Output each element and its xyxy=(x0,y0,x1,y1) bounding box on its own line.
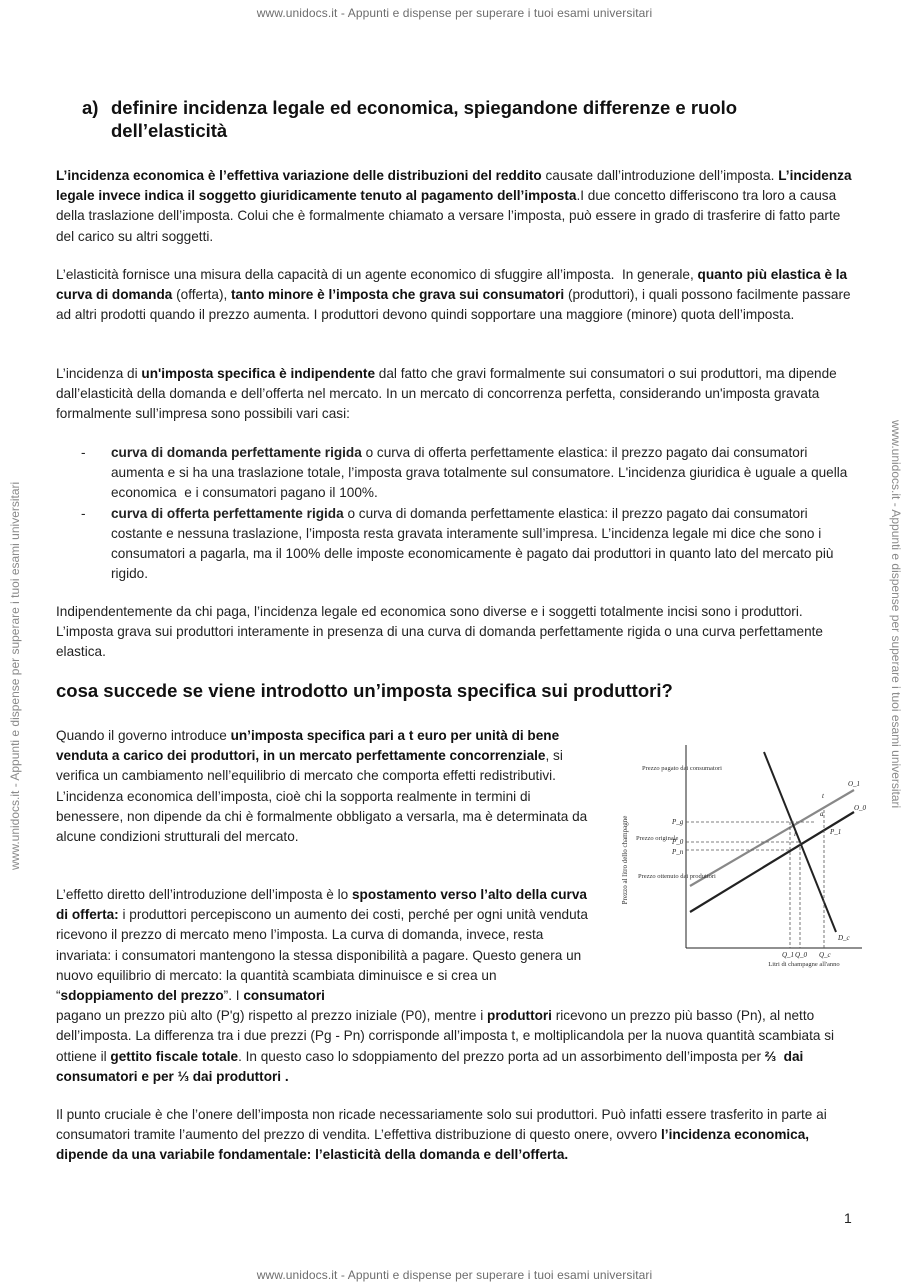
section-title: cosa succede se viene introdotto un’imposta specifica sui produttori? xyxy=(56,680,673,701)
curve-label-o1: O_1 xyxy=(848,780,861,788)
bullet-list xyxy=(56,443,852,584)
paragraph-1: L’incidenza economica è l’effettiva variazione delle distribuzioni del reddito causate dall’introduzione dell’imposta. L’incidenza legale invece indica il soggetto giuridicamente tenuto al pagamento dell’imposta.I due concetto differiscono tra loro a causa della traslazione dell’imposta. Colui che è formalmente chiamato a versare l’imposta, può essere in grado di trasferire di fatto parte del carico su altri soggetti. xyxy=(56,168,852,244)
heading-text: definire incidenza legale ed economica, spiegandone differenze e ruolo dell’elasticità xyxy=(111,97,738,141)
paragraph-6: L’effetto diretto dell’introduzione dell’imposta è lo spostamento verso l’alto della curva di offerta: i produttori percepiscono un aumento dei costi, perché per ogni unità venduta ricevono il prezzo di mercato meno l’imposta. La curva di domanda, invece, resta invariata: i consumatori mantengono la stessa disponibilità a pagare. Questo genera un nuovo equilibrio di mercato: la quantità scambiata diminuisce e si crea un “sdoppiamento del prezzo”. I consumatori pagano un prezzo più alto (P'g) rispetto al prezzo iniziale (P0), mentre i produttori ricevono un prezzo più basso (Pn), al netto dell’imposta. La differenza tra i due prezzi (Pg - Pn) corrisponde all’imposta t, e moltiplicandola per la nuova quantità scambiata si ottiene il gettito fiscale totale. In questo caso lo sdoppiamento del prezzo porta ad un assorbimento dell’imposta per ⅔ dai consumatori e per ⅓ dai produttori . xyxy=(56,887,835,1084)
chart-ylabel: Prezzo al litro dello champagne xyxy=(621,815,629,905)
curve-label-a: a xyxy=(820,810,824,818)
page-number: 1 xyxy=(844,1210,852,1226)
tax-incidence-chart xyxy=(614,740,867,970)
curve-label-i: i xyxy=(794,830,796,838)
paragraph-5: Quando il governo introduce un’imposta specifica pari a t euro per unità di bene venduta a carico dei produttori, in un mercato perfettamente concorrenziale, si verifica un cambiamento nell’equilibrio di mercato che comporta effetti redistributivi. L’incidenza economica dell’imposta, cioè chi la sopporta realmente in termini di benessere, non dipende da chi è formalmente obbligato a versarla, ma è determinata da alcune condizioni strutturali del mercato. xyxy=(56,728,588,845)
quantity-marker-qc: Q_c xyxy=(819,951,831,959)
section-heading xyxy=(82,96,822,142)
watermark-bottom: www.unidocs.it - Appunti e dispense per superare i tuoi esami universitari xyxy=(256,1268,653,1282)
chart-xlabel: Litri di champagne all'anno xyxy=(768,961,840,968)
paragraph-3: L’incidenza di un'imposta specifica è indipendente dal fatto che gravi formalmente sui consumatori o sui produttori, ma dipende dall’elasticità della domanda e dell’offerta nel mercato. In un mercato di concorrenza perfetta, considerando un'imposta gravata formalmente sull’impresa sono possibili vari casi: xyxy=(56,366,837,422)
quantity-marker-q0: Q_0 xyxy=(795,951,808,959)
price-label-original: Prezzo originale xyxy=(636,835,679,842)
price-marker-pn: P_n xyxy=(672,848,684,856)
supply-curve-original xyxy=(690,812,854,912)
heading-number: a) xyxy=(82,97,99,118)
supply-curve-shifted xyxy=(690,790,854,886)
watermark-top: www.unidocs.it - Appunti e dispense per superare i tuoi esami universitari xyxy=(256,6,653,20)
watermark-side-right: www.unidocs.it - Appunti e dispense per superare i tuoi esami universitari xyxy=(889,420,903,809)
paragraph-7: Il punto cruciale è che l’onere dell’imposta non ricade necessariamente solo sui produttori. Può infatti essere trasferito in parte ai consumatori tramite l’aumento del prezzo di vendita. L’effettiva distribuzione di questo onere, ovvero l’incidenza economica, dipende da una variabile fondamentale: l’elasticità della domanda e dell’offerta. xyxy=(56,1107,827,1163)
paragraph-2: L’elasticità fornisce una misura della capacità di un agente economico di sfuggire all’imposta. In generale, quanto più elastica è la curva di domanda (offerta), tanto minore è l’imposta che grava sui consumatori (produttori), i quali possono facilmente passare ad altri prodotti quando il prezzo aumenta. I produttori devono quindi sopportare una maggiore (minore) quota dell’imposta. xyxy=(56,267,851,323)
price-marker-p0: P_0 xyxy=(672,838,684,846)
price-label-consumers: Prezzo pagato dai consumatori xyxy=(642,765,722,772)
paragraph-4: Indipendentemente da chi paga, l’incidenza legale ed economica sono diverse e i soggetti totalmente incisi sono i produttori. L’imposta grava sui produttori interamente in presenza di una curva di domanda perfettamente rigida o una curva perfettamente elastica. xyxy=(56,604,823,660)
curve-label-o0: O_0 xyxy=(854,804,867,812)
price-marker-pg: P_g xyxy=(672,818,684,826)
list-item: - curva di domanda perfettamente rigida o curva di offerta perfettamente elastica: il prezzo pagato dai consumatori aumenta e si ha una traslazione totale, l’imposta grava totalmente sul consumatore. L'incidenza giuridica è uguale a quella economica e i consumatori pagano il 100%. xyxy=(81,445,848,501)
curve-label-dc: D_c xyxy=(838,934,850,942)
price-label-producers: Prezzo ottenuto dai produttori xyxy=(638,873,716,880)
quantity-marker-q1: Q_1 xyxy=(782,951,795,959)
list-item: - curva di offerta perfettamente rigida o curva di domanda perfettamente elastica: il prezzo pagato dai consumatori costante e nessuna traslazione, l’imposta resta gravata interamente sull’impresa. L’incidenza legale mi dice che sono i consumatori a pagarla, ma il 100% delle imposte economicamente è pagato dai produttori in quanto lato del mercato più rigido. xyxy=(81,505,834,582)
watermark-side-left: www.unidocs.it - Appunti e dispense per superare i tuoi esami universitari xyxy=(8,481,22,870)
curve-label-t: t xyxy=(822,792,824,800)
curve-label-p1: P_1 xyxy=(830,828,842,836)
